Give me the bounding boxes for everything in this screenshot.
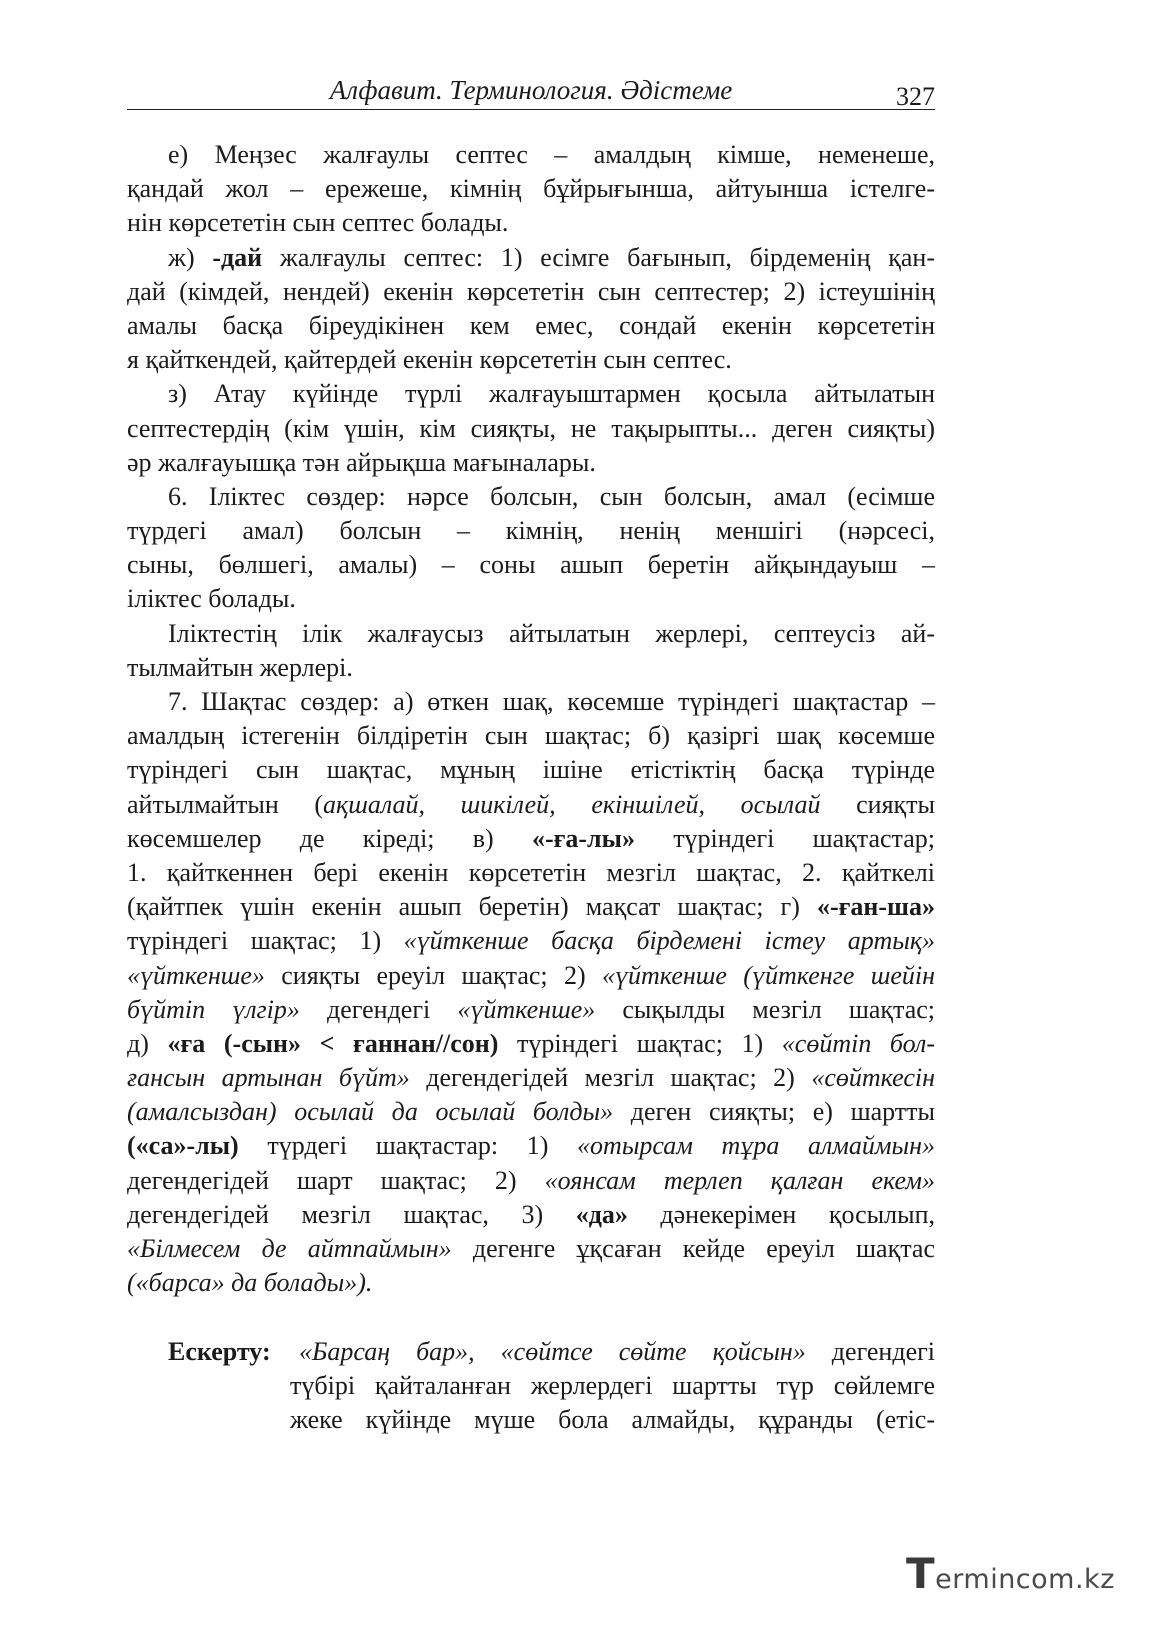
italic-text: бүйтіп үлгір» bbox=[127, 994, 300, 1024]
paragraph bbox=[127, 480, 935, 617]
paragraphs bbox=[127, 138, 935, 1300]
text-run: (қайтпек үшін екенін ашып беретін) мақсат шақтас; г) bbox=[127, 892, 817, 922]
page-number: 327 bbox=[896, 82, 935, 111]
text-run: түрдегі амал) болсын – кімнің, ненің меншігі (нәрсесі, bbox=[127, 516, 935, 546]
text-run: деген сияқты; е) шартты bbox=[613, 1097, 935, 1127]
text-line bbox=[127, 377, 935, 411]
text-run: Іліктестің ілік жалғаусыз айтылатын жерлері, септеусіз ай- bbox=[168, 618, 935, 648]
text-line bbox=[127, 1164, 935, 1198]
text-line bbox=[127, 856, 935, 890]
text-line bbox=[127, 241, 935, 275]
text-line bbox=[127, 1266, 935, 1300]
text-run: түріндегі шақтас; 1) bbox=[127, 926, 404, 956]
text-line bbox=[127, 1232, 935, 1266]
text-run: з) Атау күйінде түрлі жалғауыштармен қосыла айтылатын bbox=[168, 379, 935, 409]
italic-text: «отырсам тұра алмаймын» bbox=[577, 1131, 935, 1161]
italic-text: «сөйтіп бол- bbox=[781, 1028, 935, 1058]
text-line bbox=[127, 993, 935, 1027]
italic-text: («барса» да болады»). bbox=[127, 1268, 373, 1298]
note-text bbox=[290, 1335, 935, 1438]
bold-text: «-ған-ша» bbox=[816, 892, 935, 922]
text-run: іліктес болады. bbox=[127, 584, 296, 614]
text-line bbox=[127, 446, 935, 480]
text-line bbox=[127, 890, 935, 924]
text-line bbox=[290, 1403, 935, 1437]
text-run: түріндегі шақтастар; bbox=[634, 823, 935, 853]
text-line bbox=[127, 343, 935, 377]
text-run: я қайткендей, қайтердей екенін көрсететін сын септес. bbox=[127, 345, 732, 375]
italic-text: «үйткенше» bbox=[127, 960, 265, 990]
text-run: дай (кімдей, нендей) екенін көрсететін сын септестер; 2) істеушінің bbox=[127, 276, 935, 306]
text-run: түріндегі сын шақтас, мұның ішіне етістіктің басқа түрінде bbox=[127, 755, 935, 785]
text-line bbox=[127, 412, 935, 446]
text-line bbox=[127, 753, 935, 787]
body-text bbox=[127, 138, 935, 1437]
text-line bbox=[127, 1061, 935, 1095]
text-run: нін көрсететін сын септес болады. bbox=[127, 208, 509, 238]
text-line bbox=[127, 617, 935, 651]
text-line bbox=[127, 685, 935, 719]
italic-text: «үйткенше (үйткенге шейін bbox=[602, 960, 935, 990]
paragraph bbox=[127, 377, 935, 480]
text-line bbox=[127, 822, 935, 856]
text-line bbox=[127, 959, 935, 993]
text-run: сияқты ереуіл шақтас; 2) bbox=[264, 960, 603, 990]
text-run: сияқты bbox=[820, 789, 935, 819]
text-run: көсемшелер де кіреді; в) bbox=[127, 823, 532, 853]
text-line bbox=[127, 1095, 935, 1129]
italic-text: ақшалай, шикілей, екіншілей, осылай bbox=[323, 789, 821, 819]
text-line bbox=[127, 1027, 935, 1061]
text-line bbox=[127, 924, 935, 958]
text-run: септестердің (кім үшін, кім сияқты, не тақырыпты... деген сияқты) bbox=[127, 413, 935, 443]
text-run: тылмайтын жерлері. bbox=[127, 652, 353, 682]
text-run: сықылды мезгіл шақтас; bbox=[595, 994, 936, 1024]
bold-text: -дай bbox=[212, 242, 263, 272]
text-run: 6. Іліктес сөздер: нәрсе болсын, сын болсын, амал (есімше bbox=[168, 481, 935, 511]
text-run: дегендегі bbox=[805, 1336, 935, 1366]
italic-text: (амалсыздан) осылай да осылай болды» bbox=[127, 1097, 614, 1127]
text-run: жалғаулы септес: 1) есімге бағынып, бірдеменің қан- bbox=[262, 242, 935, 272]
text-run: айтылмайтын ( bbox=[127, 789, 324, 819]
italic-text: «үйткенше басқа бірдемені істеу артық» bbox=[403, 926, 935, 956]
text-run: қандай жол – ережеше, кімнің бұйрығынша, айтуынша істелге- bbox=[127, 174, 935, 204]
text-run: түріндегі шақтас; 1) bbox=[498, 1028, 782, 1058]
text-line bbox=[127, 480, 935, 514]
text-run: дегендегі bbox=[299, 994, 458, 1024]
text-line bbox=[127, 582, 935, 616]
text-run: түрдегі шақтастар: 1) bbox=[238, 1131, 578, 1161]
text-line bbox=[127, 548, 935, 582]
bold-text: «ға (-сын» < ғаннан//сон) bbox=[167, 1028, 499, 1058]
italic-text: «үйткенше» bbox=[457, 994, 596, 1024]
note-label: Ескерту: bbox=[168, 1336, 271, 1366]
text-run: сыны, бөлшегі, амалы) – соны ашып беретін айқындауыш – bbox=[127, 550, 935, 580]
paragraph bbox=[127, 617, 935, 685]
text-line bbox=[127, 651, 935, 685]
text-line bbox=[127, 172, 935, 206]
text-run: түбірі қайталанған жерлердегі шартты түр сөйлемге bbox=[290, 1370, 935, 1400]
text-run: жеке күйінде мүше бола алмайды, құранды (етіс- bbox=[290, 1404, 935, 1434]
paragraph bbox=[127, 138, 935, 241]
note-block bbox=[127, 1335, 935, 1438]
text-run: дәнекерімен қосылып, bbox=[627, 1199, 935, 1229]
running-title: Алфавит. Терминология. Әдістеме bbox=[329, 75, 733, 105]
text-line bbox=[127, 1198, 935, 1232]
text-run: д) bbox=[127, 1028, 168, 1058]
text-run: амалы басқа біреудікінен кем емес, сондай екенін көрсететін bbox=[127, 310, 935, 340]
text-line bbox=[127, 206, 935, 240]
text-line bbox=[290, 1335, 935, 1369]
text-run: дегендегідей мезгіл шақтас; 2) bbox=[409, 1063, 812, 1093]
text-line bbox=[127, 788, 935, 822]
text-run: 7. Шақтас сөздер: а) өткен шақ, көсемше түріндегі шақтастар – bbox=[168, 687, 935, 716]
text-line bbox=[127, 1129, 935, 1163]
text-line bbox=[127, 719, 935, 753]
bold-text: «да» bbox=[575, 1199, 628, 1229]
text-run: 1. қайткеннен бері екенін көрсететін мезгіл шақтас, 2. қайткелі bbox=[127, 857, 935, 887]
paragraph bbox=[127, 241, 935, 378]
text-run: дегендегідей шарт шақтас; 2) bbox=[127, 1165, 545, 1195]
text-line bbox=[127, 138, 935, 172]
text-line bbox=[127, 309, 935, 343]
text-run: ж) bbox=[168, 242, 213, 272]
italic-text: «Білмесем де айтпаймын» bbox=[127, 1234, 452, 1263]
text-run: дегенге ұқсаған кейде ереуіл шақтас bbox=[451, 1234, 935, 1263]
italic-text: «Барсаң бар», «сөйтсе сөйте қойсын» bbox=[299, 1336, 806, 1366]
bold-text: («са»-лы) bbox=[127, 1131, 239, 1161]
italic-text: ғансын артынан бүйт» bbox=[127, 1063, 410, 1093]
site-watermark-logo: Termincom.kz bbox=[906, 1549, 1115, 1598]
text-run: дегендегідей мезгіл шақтас, 3) bbox=[127, 1199, 576, 1229]
italic-text: «оянсам терлеп қалған екем» bbox=[544, 1165, 935, 1195]
header-rule bbox=[127, 109, 935, 110]
text-run: е) Меңзес жалғаулы септес – амалдың кімше, неменеше, bbox=[168, 140, 935, 169]
text-run: әр жалғауышқа тән айрықша мағыналары. bbox=[127, 447, 596, 477]
bold-text: «-ға-лы» bbox=[531, 823, 635, 853]
text-run: амалдың істегенін білдіретін сын шақтас; б) қазіргі шақ көсемше bbox=[127, 721, 935, 751]
text-line bbox=[290, 1369, 935, 1403]
paragraph bbox=[127, 685, 935, 1300]
italic-text: «сөйткесін bbox=[811, 1063, 936, 1093]
text-line bbox=[127, 275, 935, 309]
text-line bbox=[127, 514, 935, 548]
